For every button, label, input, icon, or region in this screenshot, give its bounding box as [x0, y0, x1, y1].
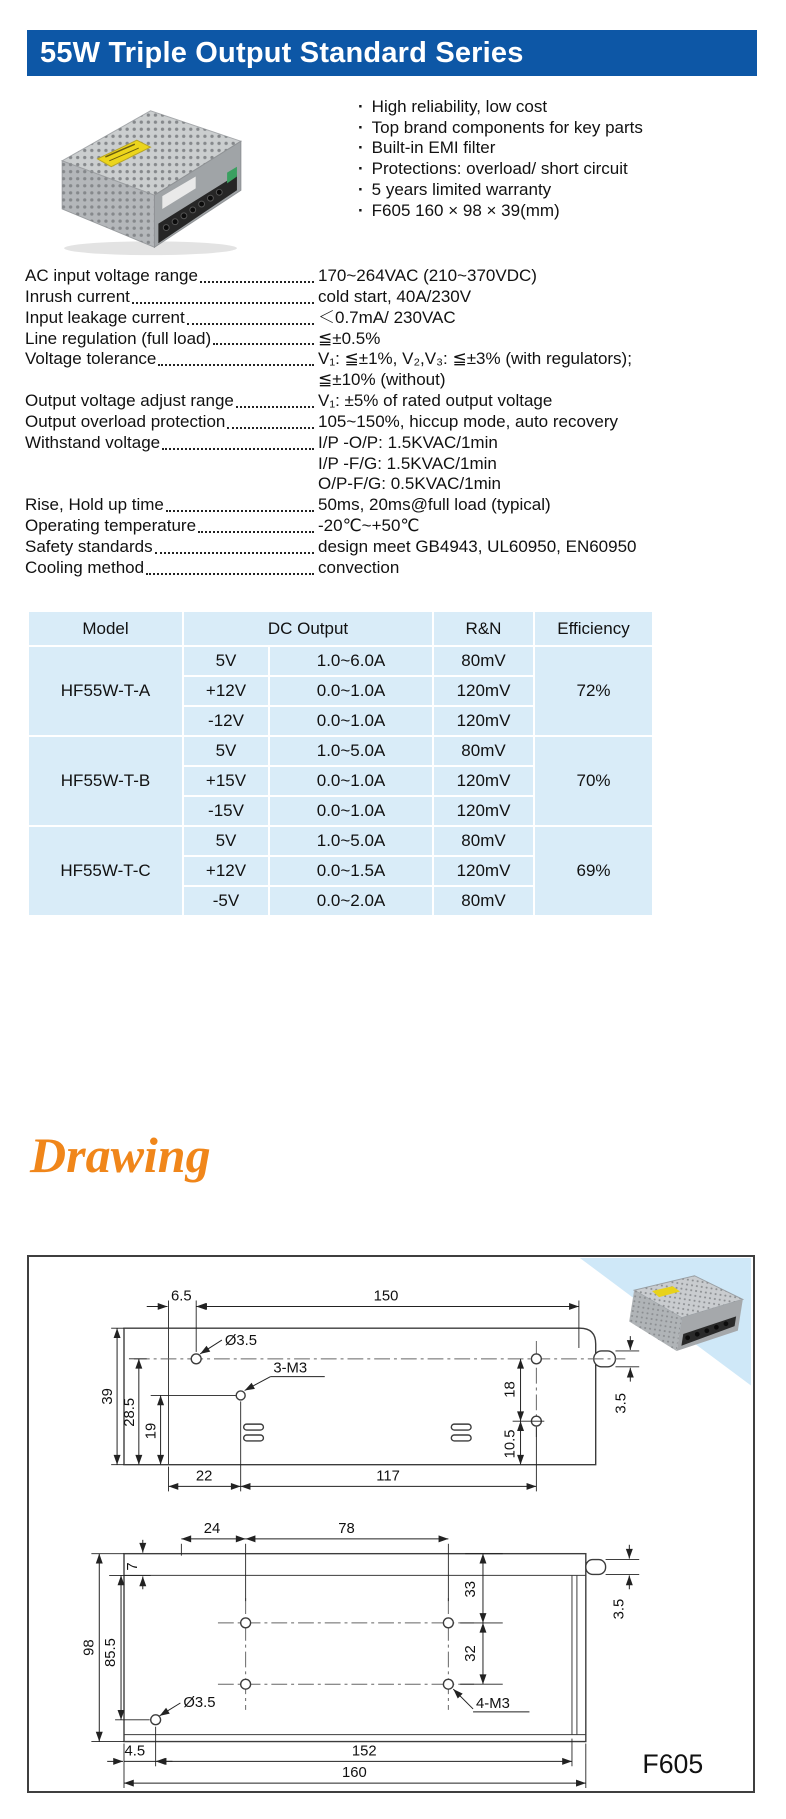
dot-leader: [162, 433, 314, 450]
cell-rn: 120mV: [433, 676, 534, 706]
cell-voltage: -5V: [183, 886, 269, 916]
terminal-screw: [163, 225, 169, 231]
dot-leader: [198, 516, 314, 533]
dim-7: 7: [124, 1562, 141, 1571]
header-dc-output: DC Output: [183, 611, 433, 646]
vent-slot: [451, 1435, 471, 1441]
spec-row: [25, 266, 775, 287]
cell-rn: 120mV: [433, 796, 534, 826]
spec-row: [25, 516, 775, 537]
spec-value: ≦±0.5%: [318, 328, 381, 348]
cell-voltage: +12V: [183, 856, 269, 886]
spec-label: Withstand voltage: [25, 432, 161, 452]
cell-current: 0.0~1.0A: [269, 766, 433, 796]
dim-150: 150: [373, 1288, 399, 1305]
cell-current: 0.0~1.0A: [269, 706, 433, 736]
dim-3-5-bottom-view: 3.5: [611, 1598, 628, 1620]
feature-item: · 5 years limited warranty: [358, 180, 643, 201]
spec-row: [25, 391, 775, 412]
spec-value: ＜0.7mA/ 230VAC: [318, 307, 456, 327]
header-efficiency: Efficiency: [534, 611, 653, 646]
dot-leader: [155, 537, 314, 554]
cell-voltage: 5V: [183, 736, 269, 766]
spec-label: Output overload protection: [25, 411, 226, 431]
screw-spec-label: 3-M3: [273, 1360, 308, 1377]
spec-label: Safety standards: [25, 536, 153, 556]
spec-label: Output voltage adjust range: [25, 391, 234, 411]
cell-rn: 80mV: [433, 736, 534, 766]
dot-leader: [158, 349, 314, 366]
cell-rn: 120mV: [433, 706, 534, 736]
cell-current: 1.0~6.0A: [269, 646, 433, 676]
feature-item: · Built-in EMI filter: [358, 138, 643, 159]
cell-voltage: 5V: [183, 646, 269, 676]
dim-152: 152: [351, 1743, 377, 1760]
dim-33: 33: [463, 1581, 480, 1598]
dim-32: 32: [463, 1645, 480, 1662]
spec-value: design meet GB4943, UL60950, EN60950: [318, 536, 637, 556]
cell-rn: 80mV: [433, 826, 534, 856]
feature-list: [358, 97, 643, 221]
cell-current: 1.0~5.0A: [269, 826, 433, 856]
cell-current: 0.0~1.0A: [269, 796, 433, 826]
dim-85-5: 85.5: [103, 1638, 120, 1667]
case-outline-bottom-view: [124, 1554, 586, 1742]
dim-39: 39: [100, 1388, 117, 1405]
cell-efficiency: 72%: [534, 646, 653, 736]
vent-slot: [244, 1435, 264, 1441]
cell-voltage: -15V: [183, 796, 269, 826]
spec-list: [25, 266, 775, 579]
spec-row-continuation: [25, 474, 775, 495]
terminal-screw: [172, 219, 178, 225]
feature-item: · F605 160 × 98 × 39(mm): [358, 201, 643, 222]
table-row: [28, 826, 653, 856]
terminal-screw: [207, 195, 213, 201]
mounting-hole: [191, 1354, 201, 1364]
dim-24: 24: [203, 1520, 221, 1537]
cell-rn: 80mV: [433, 886, 534, 916]
vent-slot: [451, 1424, 471, 1430]
cell-voltage: +15V: [183, 766, 269, 796]
screw-hole: [241, 1679, 251, 1689]
cell-current: 1.0~5.0A: [269, 736, 433, 766]
cell-rn: 120mV: [433, 856, 534, 886]
spec-label: Line regulation (full load): [25, 328, 212, 348]
spec-value: cold start, 40A/230V: [318, 286, 472, 306]
dim-10-5: 10.5: [502, 1429, 519, 1459]
feature-item: · High reliability, low cost: [358, 97, 643, 118]
dot-leader: [166, 495, 314, 512]
output-table: [27, 610, 654, 917]
dot-leader: [132, 287, 314, 304]
spec-row: [25, 412, 775, 433]
terminal-screw: [181, 213, 187, 219]
dim-4-5: 4.5: [124, 1743, 146, 1760]
spec-label: Voltage tolerance: [25, 349, 157, 369]
spec-row: [25, 495, 775, 516]
terminal-screw: [190, 207, 196, 213]
spec-row-continuation: [25, 370, 775, 391]
dot-leader: [146, 558, 314, 575]
dot-leader: [187, 308, 314, 325]
drawing-section-title: Drawing: [30, 1127, 211, 1183]
drawing-bottom-view: [81, 1521, 703, 1788]
spec-row: [25, 537, 775, 558]
dim-22: 22: [195, 1468, 213, 1485]
spec-label: Input leakage current: [25, 307, 185, 327]
drawing-model-label: F605: [642, 1749, 704, 1780]
dim-18: 18: [502, 1381, 519, 1398]
cell-efficiency: 69%: [534, 826, 653, 916]
table-header-row: [28, 611, 653, 646]
cell-voltage: 5V: [183, 826, 269, 856]
spec-value: O/P-F/G: 0.5KVAC/1min: [318, 474, 501, 494]
spec-row: [25, 329, 775, 350]
spec-value: V₁: ≦±1%, V₂,V₃: ≦±3% (with regulators);: [318, 349, 632, 369]
cell-model: HF55W-T-C: [28, 826, 183, 916]
page-title: 55W Triple Output Standard Series: [40, 37, 524, 69]
dim-117: 117: [376, 1468, 400, 1485]
spec-row: [25, 287, 775, 308]
spec-label: Operating temperature: [25, 516, 197, 536]
feature-item: · Top brand components for key parts: [358, 118, 643, 139]
cell-current: 0.0~1.0A: [269, 676, 433, 706]
screw-hole: [443, 1618, 453, 1628]
spec-row: [25, 349, 775, 370]
spec-row-continuation: [25, 454, 775, 475]
cell-current: 0.0~1.5A: [269, 856, 433, 886]
dim-160: 160: [342, 1765, 367, 1782]
screw-hole: [241, 1618, 251, 1628]
title-banner: [27, 30, 757, 76]
output-table-wrap: [27, 610, 654, 917]
dot-leader: [227, 412, 314, 429]
terminal-screw: [216, 189, 222, 195]
drawing-panel: [27, 1255, 755, 1793]
header-model: Model: [28, 611, 183, 646]
spec-value: 170~264VAC (210~370VDC): [318, 266, 537, 285]
spec-label: AC input voltage range: [25, 266, 198, 285]
dim-19: 19: [143, 1422, 160, 1440]
spec-value: V₁: ±5% of rated output voltage: [318, 391, 553, 411]
dot-leader: [200, 266, 314, 283]
cell-voltage: -12V: [183, 706, 269, 736]
feature-item: · Protections: overload/ short circuit: [358, 159, 643, 180]
spec-value: ≦±10% (without): [318, 370, 446, 390]
screw-spec-label: 4-M3: [476, 1695, 510, 1712]
spec-value: I/P -O/P: 1.5KVAC/1min: [318, 432, 498, 452]
spec-row: [25, 558, 775, 579]
spec-value: -20℃~+50℃: [318, 516, 420, 536]
spec-label: Inrush current: [25, 286, 130, 306]
table-row: [28, 736, 653, 766]
screw-hole: [236, 1391, 245, 1400]
dot-leader: [213, 329, 314, 346]
cell-model: HF55W-T-B: [28, 736, 183, 826]
dot-leader: [236, 391, 314, 408]
hole-diameter-label: Ø3.5: [183, 1694, 216, 1711]
vent-slot: [244, 1424, 264, 1430]
mounting-tab: [586, 1560, 606, 1575]
case-outline-top-view: [121, 1328, 596, 1464]
product-photo: [46, 98, 258, 260]
dim-28-5: 28.5: [121, 1397, 138, 1427]
technical-drawing: [29, 1257, 753, 1791]
cell-current: 0.0~2.0A: [269, 886, 433, 916]
cell-rn: 120mV: [433, 766, 534, 796]
mounting-hole: [531, 1354, 541, 1364]
dim-98: 98: [81, 1639, 98, 1656]
dim-6-5: 6.5: [171, 1288, 192, 1305]
cell-rn: 80mV: [433, 646, 534, 676]
spec-value: 50ms, 20ms@full load (typical): [318, 495, 551, 515]
hole-diameter-label: Ø3.5: [224, 1333, 258, 1350]
spec-value: convection: [318, 557, 400, 577]
dim-78: 78: [338, 1520, 355, 1537]
spec-value: I/P -F/G: 1.5KVAC/1min: [318, 453, 497, 473]
spec-label: Rise, Hold up time: [25, 495, 164, 515]
spec-label: Cooling method: [25, 557, 145, 577]
screw-hole: [443, 1679, 453, 1689]
spec-value: 105~150%, hiccup mode, auto recovery: [318, 411, 619, 431]
dim-3-5-top-view: 3.5: [613, 1393, 630, 1414]
cell-model: HF55W-T-A: [28, 646, 183, 736]
drawing-top-view: [100, 1289, 639, 1492]
spec-row: [25, 433, 775, 454]
header-rn: R&N: [433, 611, 534, 646]
cell-voltage: +12V: [183, 676, 269, 706]
spec-row: [25, 308, 775, 329]
mounting-hole: [151, 1715, 161, 1725]
table-row: [28, 646, 653, 676]
terminal-screw: [199, 201, 205, 207]
cell-efficiency: 70%: [534, 736, 653, 826]
